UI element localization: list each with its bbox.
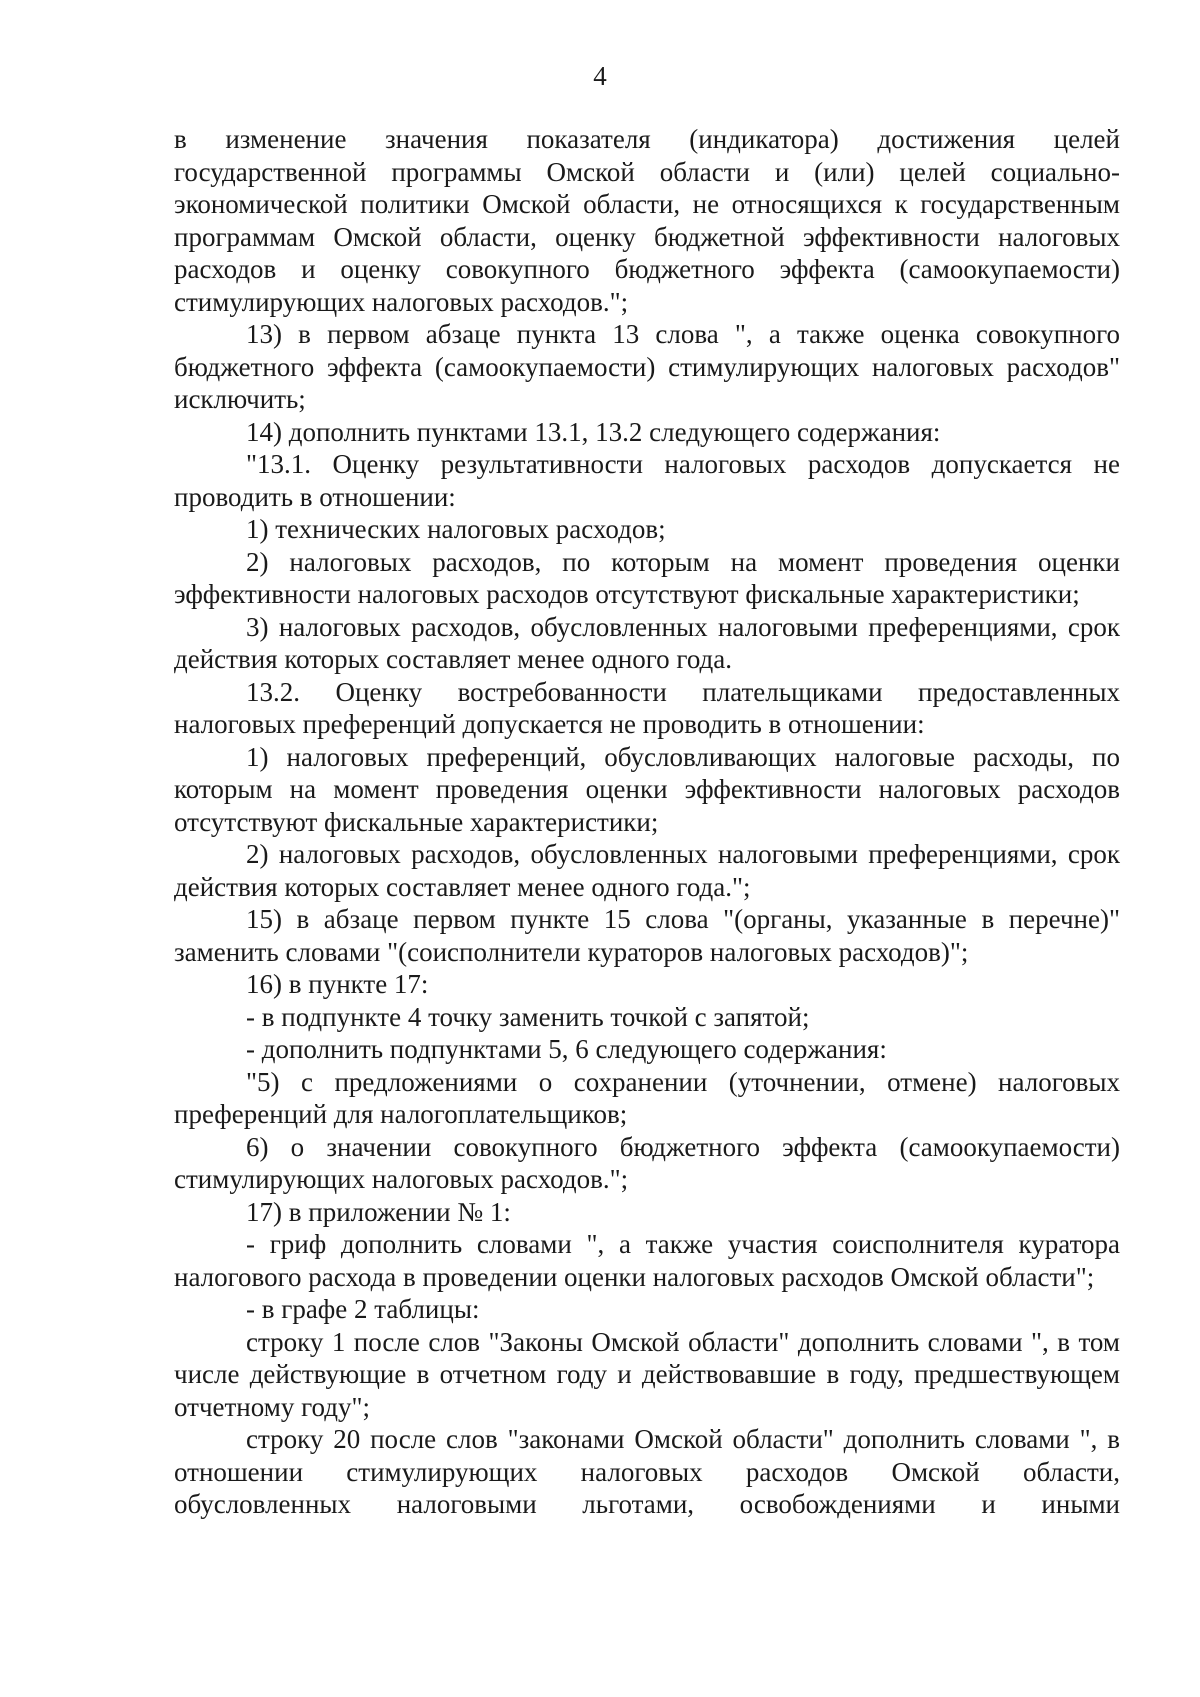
paragraph-21: строку 20 после слов "законами Омской области" дополнить словами ", в отношении стимулирующих налоговых расходов Омской области, обусловленных налоговыми льготами, освобождениями и иными (174, 1424, 1120, 1519)
paragraph-8: 13.2. Оценку востребованности плательщиками предоставленных налоговых преференций допускается не проводить в отношении: (174, 676, 1120, 739)
paragraph-12: 16) в пункте 17: (246, 969, 429, 999)
paragraph-6: 2) налоговых расходов, по которым на момент проведения оценки эффективности налоговых расходов отсутствуют фискальные характеристики; (174, 546, 1120, 609)
paragraph-13: - в подпункте 4 точку заменить точкой с запятой; (246, 1001, 810, 1032)
paragraph-2: 13) в первом абзаце пункта 13 слова ", а также оценка совокупного бюджетного эффекта (самоокупаемости) стимулирующих налоговых расходов" исключить; (174, 319, 1120, 414)
paragraph-14: - дополнить подпунктами 5, 6 следующего содержания: (246, 1034, 887, 1064)
paragraph-5: 1) технических налоговых расходов; (246, 514, 666, 544)
page-number: 4 (593, 61, 607, 91)
paragraph-1: в изменение значения показателя (индикатора) достижения целей государственной программы Омской области и (или) целей социально-экономической политики Омской области, не относящихся к государственным программам Омской области, оценку бюджетной эффективности налоговых расходов и оценку совокупного бюджетного эффекта (самоокупаемости) стимулирующих налоговых расходов."; (174, 124, 1120, 317)
paragraph-18: - гриф дополнить словами ", а также участия соисполнителя куратора налогового расхода в проведении оценки налоговых расходов Омской области"; (174, 1229, 1120, 1292)
paragraph-7: 3) налоговых расходов, обусловленных налоговыми преференциями, срок действия которых составляет менее одного года. (174, 611, 1120, 674)
paragraph-19: - в графе 2 таблицы: (246, 1294, 480, 1324)
paragraph-11: 15) в абзаце первом пункте 15 слова "(органы, указанные в перечне)" заменить словами "(соисполнители кураторов налоговых расходов)"; (174, 904, 1120, 967)
paragraph-3: 14) дополнить пунктами 13.1, 13.2 следующего содержания: (246, 416, 941, 447)
paragraph-9: 1) налоговых преференций, обусловливающих налоговые расходы, по которым на момент проведения оценки эффективности налоговых расходов отсутствуют фискальные характеристики; (174, 741, 1120, 837)
paragraph-4: "13.1. Оценку результативности налоговых расходов допускается не проводить в отношении: (174, 449, 1120, 512)
paragraph-15: "5) с предложениями о сохранении (уточнении, отмене) налоговых преференций для налогоплательщиков; (174, 1066, 1120, 1129)
paragraph-20: строку 1 после слов "Законы Омской области" дополнить словами ", в том числе действующие в отчетном году и действовавшие в году, предшествующем отчетному году"; (174, 1326, 1120, 1422)
document-body (174, 123, 1120, 1521)
paragraph-17: 17) в приложении № 1: (246, 1196, 511, 1227)
paragraph-16: 6) о значении совокупного бюджетного эффекта (самоокупаемости) стимулирующих налоговых расходов."; (174, 1131, 1120, 1194)
paragraph-10: 2) налоговых расходов, обусловленных налоговыми преференциями, срок действия которых составляет менее одного года."; (174, 839, 1120, 902)
